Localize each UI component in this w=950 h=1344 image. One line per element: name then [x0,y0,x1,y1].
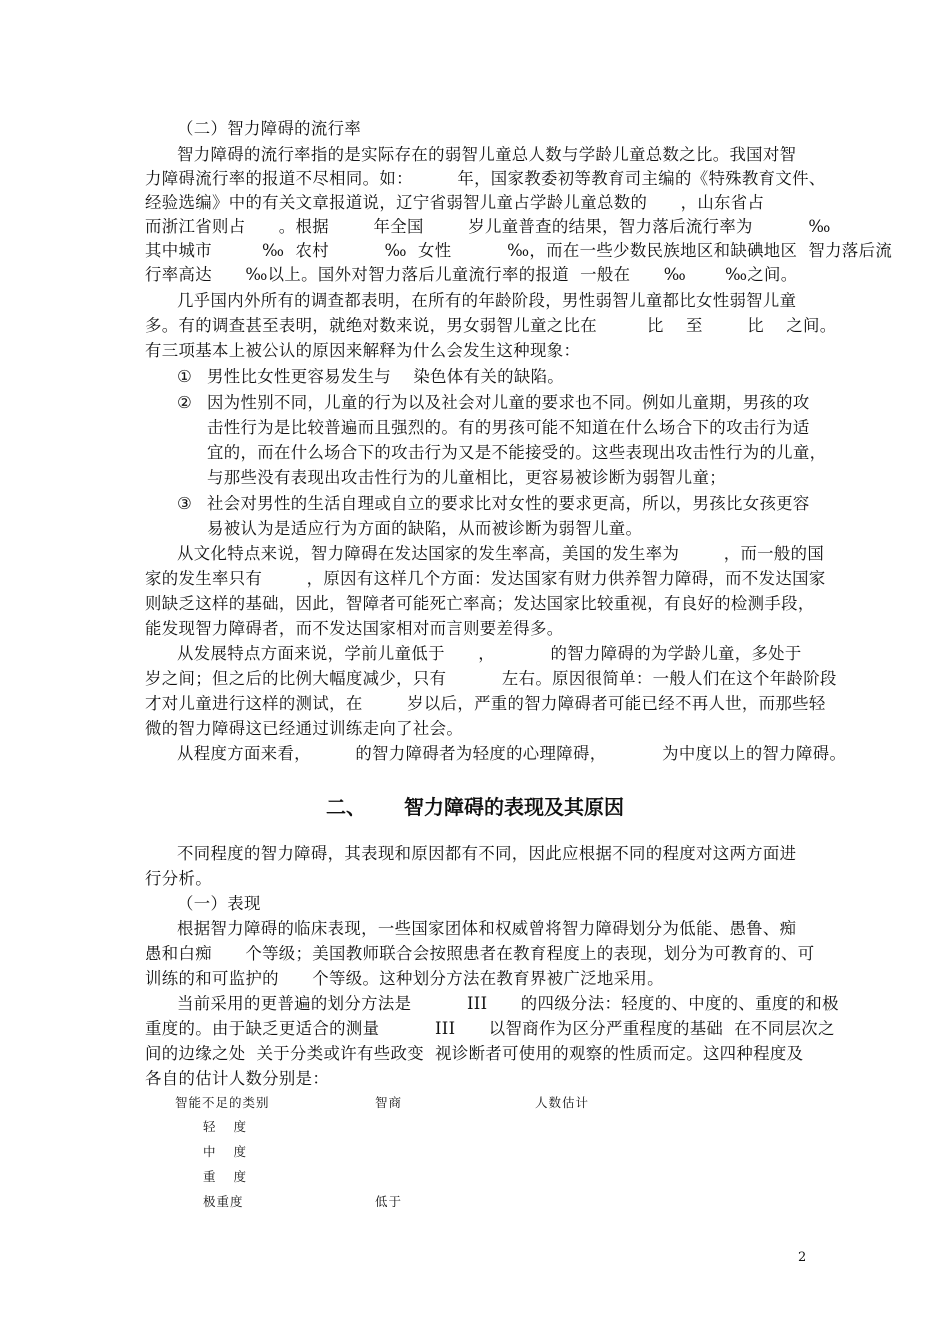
list-item-line: 易被认为是适应行为方面的缺陷，从而被诊断为弱智儿童。 [207,519,643,538]
list-marker: ③ [177,494,193,513]
paragraph-line: 力障碍流行率的报道不尽相同。如： 年，国家教委初等教育司主编的《特殊教育文件、 [145,169,826,188]
paragraph-line: 间的边缘之处 关于分类或许有些政变 视诊断者可使用的观察的性质而定。这四种程度及 [145,1044,804,1063]
list-marker: ① [177,367,193,386]
list-item-line: 男性比女性更容易发生与 染色体有关的缺陷。 [207,367,565,386]
paragraph-line: 行分析。 [145,869,212,888]
paragraph-line: 从程度方面来看， 的智力障碍者为轻度的心理障碍， 为中度以上的智力障碍。 [177,744,847,763]
paragraph-line: 各自的估计人数分别是： [145,1069,330,1088]
paragraph-line: 多。有的调查甚至表明，就绝对数来说，男女弱智儿童之比在 比 至 比 之间。 [145,316,837,335]
table-header-iq: 智商 [375,1095,403,1110]
chapter-heading-text: 智力障碍的表现及其原因 [404,795,624,819]
table-cell-category: 极重度 [203,1194,244,1209]
paragraph-line: 经验选编》中的有关文章报道说，辽宁省弱智儿童占学龄儿童总数的 ，山东省占 [145,193,765,212]
page-number: 2 [798,1250,807,1265]
paragraph-line: 几乎国内外所有的调查都表明，在所有的年龄阶段，男性弱智儿童都比女性弱智儿童 [177,291,797,310]
paragraph-line: 行率高达 ‰以上。国外对智力落后儿童流行率的报道 一般在 ‰ ‰之间。 [145,265,798,284]
paragraph-line: 而浙江省则占 。根据 年全国 岁儿童普查的结果，智力落后流行率为 ‰ [145,217,831,236]
list-item-line: 与那些没有表现出攻击性行为的儿童相比，更容易被诊断为弱智儿童； [207,468,726,487]
table-cell-category: 重 度 [203,1169,248,1184]
paragraph-line: 微的智力障碍这已经通过训练走向了社会。 [145,719,464,738]
list-item-line: 社会对男性的生活自理或自立的要求比对女性的要求更高，所以，男孩比女孩更容 [207,494,810,513]
paragraph-line: 其中城市 ‰ 农村 ‰ 女性 ‰，而在一些少数民族地区和缺碘地区 智力落后流 [145,241,893,260]
table-header-count: 人数估计 [535,1095,590,1110]
list-item-line: 击性行为是比较普遍而且强烈的。有的男孩可能不知道在什么场合下的攻击行为适 [207,418,810,437]
table-cell-iq: 低于 [375,1194,403,1209]
paragraph-line: 则缺乏这样的基础，因此，智障者可能死亡率高；发达国家比较重视，有良好的检测手段， [145,594,815,613]
chapter-heading [0,793,950,821]
list-marker: ② [177,393,193,412]
paragraph-line: 根据智力障碍的临床表现，一些国家团体和权威曾将智力障碍划分为低能、愚鲁、痴 [177,919,797,938]
paragraph-line: 岁之间；但之后的比例大幅度减少，只有 左右。原因很简单：一般人们在这个年龄阶段 [145,669,837,688]
table-cell-category: 中 度 [203,1144,248,1159]
list-item-line: 因为性别不同，儿童的行为以及社会对儿童的要求也不同。例如儿童期，男孩的攻 [207,393,810,412]
paragraph-line: 愚和白痴 个等级；美国教师联合会按照患者在教育程度上的表现，划分为可教育的、可 [145,944,815,963]
subsection-title: （一）表现 [177,894,261,913]
paragraph-line: 家的发生率只有 ，原因有这样几个方面：发达国家有财力供养智力障碍，而不发达国家 [145,569,826,588]
paragraph-line: 有三项基本上被公认的原因来解释为什么会发生这种现象： [145,341,581,360]
table-header-category: 智能不足的类别 [175,1095,270,1110]
paragraph-line: 从发展特点方面来说，学前儿童低于 ， 的智力障碍的为学龄儿童，多处于 [177,644,802,663]
paragraph-line: 能发现智力障碍者，而不发达国家相对而言则要差得多。 [145,619,564,638]
paragraph-line: 重度的。由于缺乏更适合的测量 III 以智商作为区分严重程度的基础 在不同层次之 [145,1019,835,1038]
paragraph-line: 当前采用的更普遍的划分方法是 III 的四级分法：轻度的、中度的、重度的和极 [177,994,839,1013]
chapter-heading-number: 二、 [326,795,366,819]
list-item-line: 宜的，而在什么场合下的攻击行为又是不能接受的。这些表现出攻击性行为的儿童， [207,443,827,462]
paragraph-line: 训练的和可监护的 个等级。这种划分方法在教育界被广泛地采用。 [145,969,664,988]
section-title: （二）智力障碍的流行率 [177,119,362,138]
table-cell-category: 轻 度 [203,1119,248,1134]
paragraph-line: 不同程度的智力障碍，其表现和原因都有不同，因此应根据不同的程度对这两方面进 [177,844,797,863]
paragraph-line: 智力障碍的流行率指的是实际存在的弱智儿童总人数与学龄儿童总数之比。我国对智 [177,145,797,164]
paragraph-line: 才对儿童进行这样的测试，在 岁以后，严重的智力障碍者可能已经不再人世，而那些轻 [145,694,826,713]
paragraph-line: 从文化特点来说，智力障碍在发达国家的发生率高，美国的发生率为 ，而一般的国 [177,544,825,563]
